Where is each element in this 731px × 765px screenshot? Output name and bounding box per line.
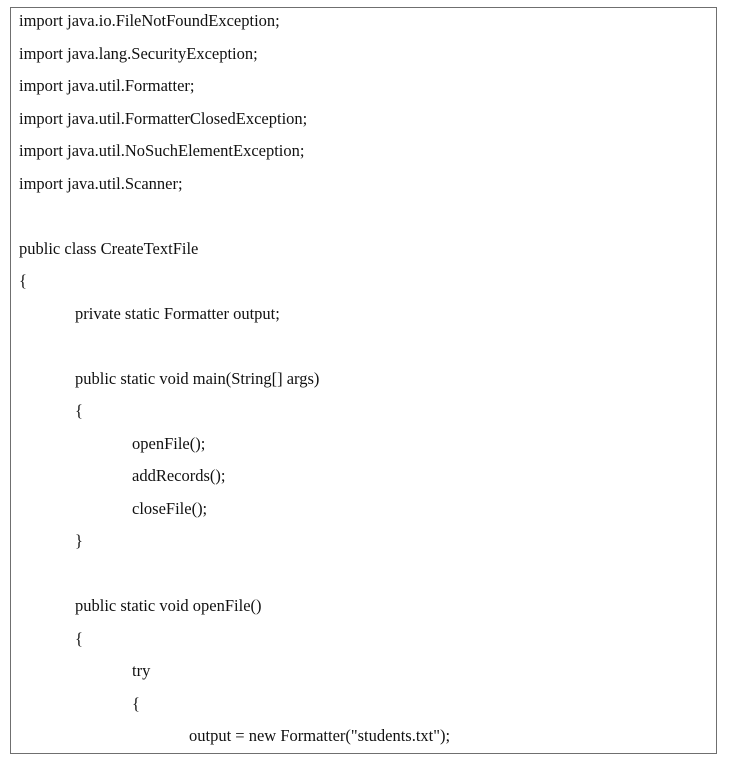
code-line: addRecords(); <box>132 466 226 485</box>
code-line-blank <box>11 206 19 239</box>
code-listing <box>10 7 717 754</box>
code-line: } <box>75 531 83 550</box>
code-line: import java.lang.SecurityException; <box>19 43 258 63</box>
code-line-blank <box>11 564 75 597</box>
code-line: closeFile(); <box>132 498 208 518</box>
code-line: import java.util.NoSuchElementException; <box>19 141 305 160</box>
code-line: import java.util.FormatterClosedException; <box>19 108 308 128</box>
code-line: private static Formatter output; <box>75 303 280 323</box>
code-line: openFile(); <box>132 433 206 453</box>
code-line: import java.util.Formatter; <box>19 76 195 95</box>
code-line-blank <box>11 336 75 369</box>
code-line: { <box>75 401 83 420</box>
code-line: import java.util.Scanner; <box>19 173 183 193</box>
code-line: { <box>132 693 140 713</box>
code-line: { <box>75 628 83 648</box>
code-line: try <box>132 661 151 680</box>
code-line: output = new Formatter("students.txt"); <box>189 726 451 745</box>
code-line: import java.io.FileNotFoundException; <box>19 11 280 30</box>
code-line: { <box>19 271 27 290</box>
code-line: public static void main(String[] args) <box>75 368 320 388</box>
code-line: public static void openFile() <box>75 596 262 615</box>
code-line: public class CreateTextFile <box>19 238 199 258</box>
